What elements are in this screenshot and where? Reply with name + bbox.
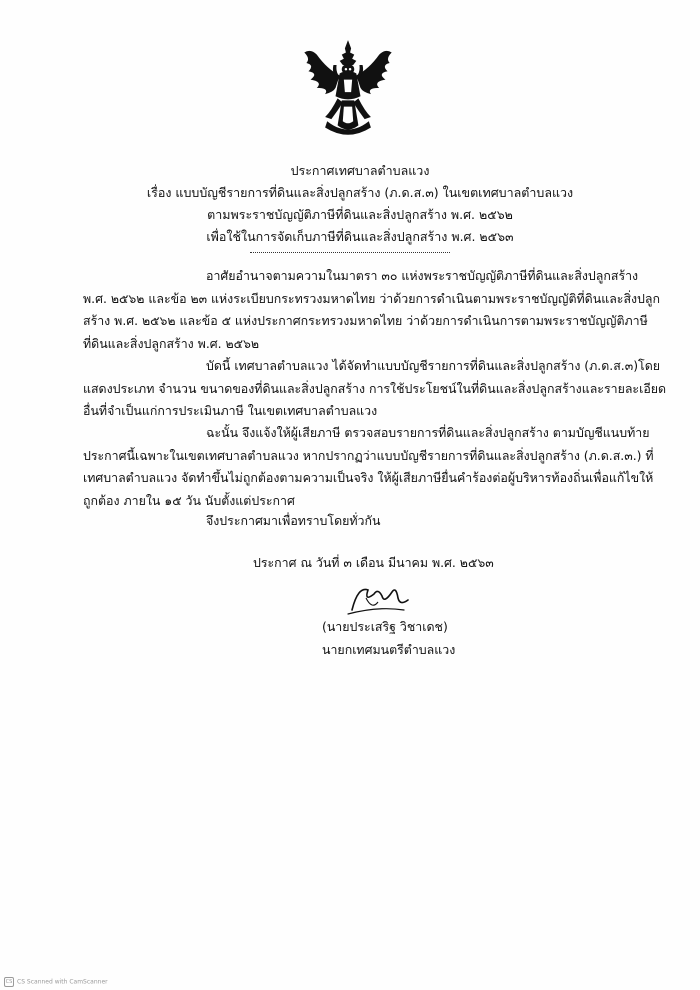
announcement-date: ประกาศ ณ วันที่ ๓ เดือน มีนาคม พ.ศ. ๒๕๖๓ bbox=[253, 555, 494, 570]
camscanner-logo-icon: CS bbox=[5, 979, 13, 985]
announcement-subject-line3: เพื่อใช้ในการจัดเก็บภาษีที่ดินและสิ่งปลูกสร้าง พ.ศ. ๒๕๖๓ bbox=[206, 229, 514, 244]
paragraph-3 bbox=[83, 422, 654, 512]
garuda-emblem-icon bbox=[296, 38, 400, 142]
paragraph-line: สร้าง พ.ศ. ๒๕๖๒ และข้อ ๕ แห่งประกาศกระทรวงมหาดไทย ว่าด้วยการดำเนินการตามพระราชบัญญัติภาษี bbox=[83, 313, 648, 328]
signer-title: นายกเทศมนตรีตำบลแวง bbox=[322, 642, 456, 657]
paragraph-line: เทศบาลตำบลแวง จัดทำขึ้นไม่ถูกต้องตามความเป็นจริง ให้ผู้เสียภาษียื่นคำร้องต่อผู้บริหารท้องถิ่นเพื่อแก้ไขให้ bbox=[83, 470, 654, 485]
scanner-watermark bbox=[4, 977, 108, 987]
announcement-title: ประกาศเทศบาลตำบลแวง bbox=[290, 163, 430, 178]
paragraph-line: บัดนี้ เทศบาลตำบลแวง ได้จัดทำแบบบัญชีรายการที่ดินและสิ่งปลูกสร้าง (ภ.ด.ส.๓)โดย bbox=[206, 358, 660, 373]
scanner-watermark-text: CS Scanned with CamScanner bbox=[17, 978, 108, 986]
announcement-subject-line2: ตามพระราชบัญญัติภาษีที่ดินและสิ่งปลูกสร้าง พ.ศ. ๒๕๖๒ bbox=[207, 207, 513, 222]
handwritten-signature-icon bbox=[338, 580, 418, 620]
announcement-subject: เรื่อง แบบบัญชีรายการที่ดินและสิ่งปลูกสร้าง (ภ.ด.ส.๓) ในเขตเทศบาลตำบลแวง bbox=[146, 185, 574, 200]
paragraph-line: ประกาศนี้เฉพาะในเขตเทศบาลตำบลแวง หากปรากฏว่าแบบบัญชีรายการที่ดินและสิ่งปลูกสร้าง (ภ.ด.ส.๓.) ที่ bbox=[83, 447, 654, 463]
paragraph-line: แสดงประเภท จำนวน ขนาดของที่ดินและสิ่งปลูกสร้าง การใช้ประโยชน์ในที่ดินและสิ่งปลูกสร้างและรายละเอียด bbox=[83, 380, 667, 396]
signer-name: (นายประเสริฐ วิชาเดช) bbox=[322, 619, 448, 634]
paragraph-line: ฉะนั้น จึงแจ้งให้ผู้เสียภาษี ตรวจสอบรายการที่ดินและสิ่งปลูกสร้าง ตามบัญชีแนบท้าย bbox=[206, 425, 650, 440]
paragraph-line: พ.ศ. ๒๕๖๒ และข้อ ๒๓ แห่งระเบียบกระทรวงมหาดไทย ว่าด้วยการดำเนินตามพระราชบัญญัติที่ดินและสิ่งปลูก bbox=[83, 290, 661, 306]
announcement-heading bbox=[80, 160, 640, 248]
paragraph-line: ถูกต้อง ภายใน ๑๕ วัน นับตั้งแต่ประกาศ bbox=[83, 492, 295, 508]
paragraph-line: จึงประกาศมาเพื่อทราบโดยทั่วกัน bbox=[206, 513, 381, 528]
paragraph-line: ที่ดินและสิ่งปลูกสร้าง พ.ศ. ๒๕๖๒ bbox=[83, 335, 260, 351]
paragraph-1 bbox=[83, 265, 661, 355]
paragraph-line: อื่นที่จำเป็นแก่การประเมินภาษี ในเขตเทศบาลตำบลแวง bbox=[83, 403, 378, 418]
dotted-divider bbox=[250, 252, 450, 253]
paragraph-4 bbox=[83, 510, 623, 533]
paragraph-line: อาศัยอำนาจตามความในมาตรา ๓๐ แห่งพระราชบัญญัติภาษีที่ดินและสิ่งปลูกสร้าง bbox=[206, 268, 639, 283]
paragraph-2 bbox=[83, 355, 667, 423]
